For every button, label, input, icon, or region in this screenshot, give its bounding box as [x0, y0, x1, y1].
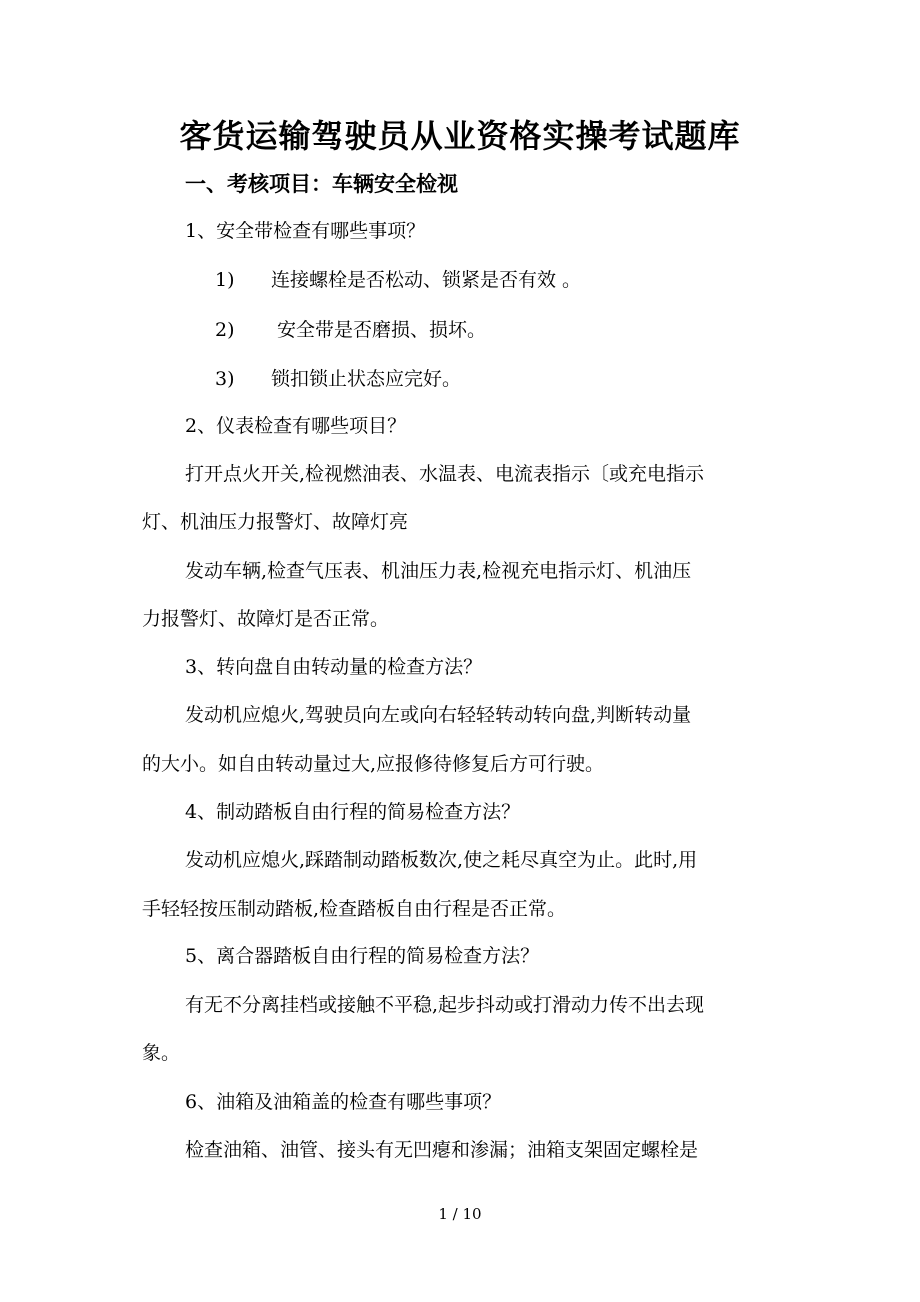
section-heading: 一、考核项目：车辆安全检视: [185, 171, 458, 196]
question-4: 4、制动踏板自由行程的简易检查方法？: [185, 801, 521, 823]
question-3: 3、转向盘自由转动量的检查方法？: [185, 656, 483, 678]
page-number: 1 / 10: [438, 1205, 482, 1223]
q5-answer-line-1: 有无不分离挂档或接触不平稳,起步抖动或打滑动力传不出去现: [185, 994, 705, 1016]
question-1: 1、安全带检查有哪些事项？: [185, 220, 426, 242]
item-text: 锁扣锁止状态应完好。: [271, 368, 462, 390]
question-5: 5、离合器踏板自由行程的简易检查方法？: [185, 945, 540, 967]
question-6: 6、油箱及油箱盖的检查有哪些事项？: [185, 1091, 502, 1113]
item-text: 连接螺栓是否松动、锁紧是否有效 。: [271, 269, 582, 291]
q4-answer-line-1: 发动机应熄火,踩踏制动踏板数次,使之耗尽真空为止。此时,用: [185, 849, 698, 871]
q2-answer-2-line-1: 发动车辆,检查气压表、机油压力表,检视充电指示灯、机油压: [185, 560, 692, 582]
q2-answer-1-line-2: 灯、机油压力报警灯、故障灯亮: [142, 511, 409, 533]
q3-answer-line-1: 发动机应熄火,驾驶员向左或向右轻轻转动转向盘,判断转动量: [185, 704, 692, 726]
q2-answer-2-line-2: 力报警灯、故障灯是否正常。: [142, 608, 390, 630]
q5-answer-line-2: 象。: [142, 1042, 181, 1064]
q6-answer-line-1: 检查油箱、油管、接头有无凹瘪和渗漏；油箱支架固定螺栓是: [185, 1139, 699, 1161]
q3-answer-line-2: 的大小。如自由转动量过大,应报修待修复后方可行驶。: [142, 753, 605, 775]
q1-item-3: [215, 364, 461, 394]
q1-item-2: [215, 315, 486, 345]
item-number: 3): [215, 368, 235, 390]
item-text: 安全带是否磨损、损坏。: [271, 319, 487, 341]
item-number: 2): [215, 319, 235, 341]
question-2: 2、仪表检查有哪些项目？: [185, 415, 407, 437]
item-number: 1): [215, 269, 235, 291]
q2-answer-1-line-1: 打开点火开关,检视燃油表、水温表、电流表指示〔或充电指示: [185, 463, 705, 485]
q1-item-1: [215, 265, 581, 295]
q4-answer-line-2: 手轻轻按压制动踏板,检查踏板自由行程是否正常。: [142, 898, 567, 920]
document-title: 客货运输驾驶员从业资格实操考试题库: [179, 117, 741, 155]
